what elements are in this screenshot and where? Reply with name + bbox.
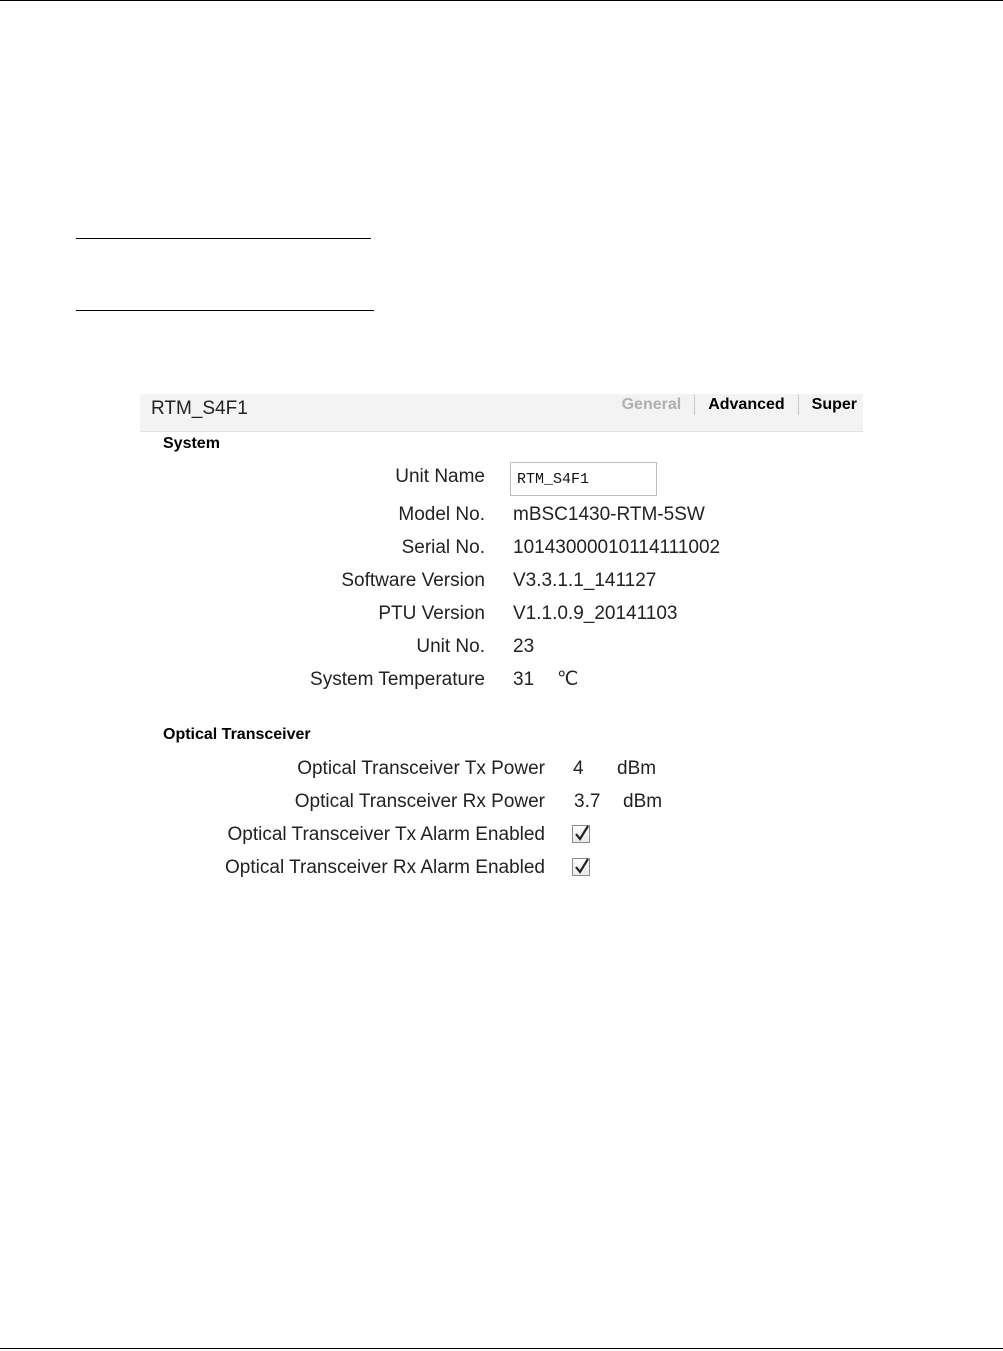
checkmark-icon [574, 857, 590, 875]
serial-no-label: Serial No. [401, 537, 485, 558]
page-bottom-rule [0, 1348, 1003, 1349]
tab-advanced[interactable]: Advanced [708, 396, 785, 413]
panel-header [140, 394, 863, 432]
unit-name-label: Unit Name [395, 466, 485, 487]
unit-name-input[interactable] [510, 462, 657, 496]
unit-no-value: 23 [513, 636, 535, 657]
rx-power-unit: dBm [623, 791, 663, 812]
blank-underline [76, 310, 374, 311]
temperature-unit: ℃ [557, 669, 579, 690]
page-top-rule [0, 0, 1003, 1]
tx-power-unit: dBm [617, 758, 657, 779]
tab-general[interactable]: General [621, 396, 682, 413]
unit-settings-panel [140, 394, 863, 894]
tx-alarm-checkbox[interactable] [572, 825, 590, 843]
system-temperature-value: 31 [513, 669, 535, 690]
checkmark-icon [574, 824, 590, 842]
ptu-version-value: V1.1.0.9_20141103 [513, 603, 678, 624]
unit-title: RTM_S4F1 [151, 398, 248, 419]
software-version-value: V3.3.1.1_141127 [513, 570, 657, 591]
system-temperature-label: System Temperature [310, 669, 485, 690]
blank-underline [76, 238, 371, 239]
software-version-label: Software Version [341, 570, 485, 591]
serial-no-value: 10143000010114111002 [513, 537, 721, 558]
tab-bar [609, 394, 857, 416]
ptu-version-label: PTU Version [378, 603, 485, 624]
tx-alarm-label: Optical Transceiver Tx Alarm Enabled [227, 824, 545, 845]
system-section-heading: System [163, 435, 220, 452]
rx-power-label: Optical Transceiver Rx Power [294, 791, 545, 812]
model-no-value: mBSC1430-RTM-5SW [513, 504, 705, 525]
unit-no-label: Unit No. [416, 636, 485, 657]
tx-power-value: 4 [573, 758, 584, 779]
model-no-label: Model No. [398, 504, 485, 525]
rx-power-value: 3.7 [574, 791, 601, 812]
optical-section-heading: Optical Transceiver [163, 726, 311, 743]
tx-power-label: Optical Transceiver Tx Power [297, 758, 545, 779]
rx-alarm-label: Optical Transceiver Rx Alarm Enabled [225, 857, 545, 878]
tab-super[interactable]: Super [811, 396, 857, 413]
rx-alarm-checkbox[interactable] [572, 858, 590, 876]
